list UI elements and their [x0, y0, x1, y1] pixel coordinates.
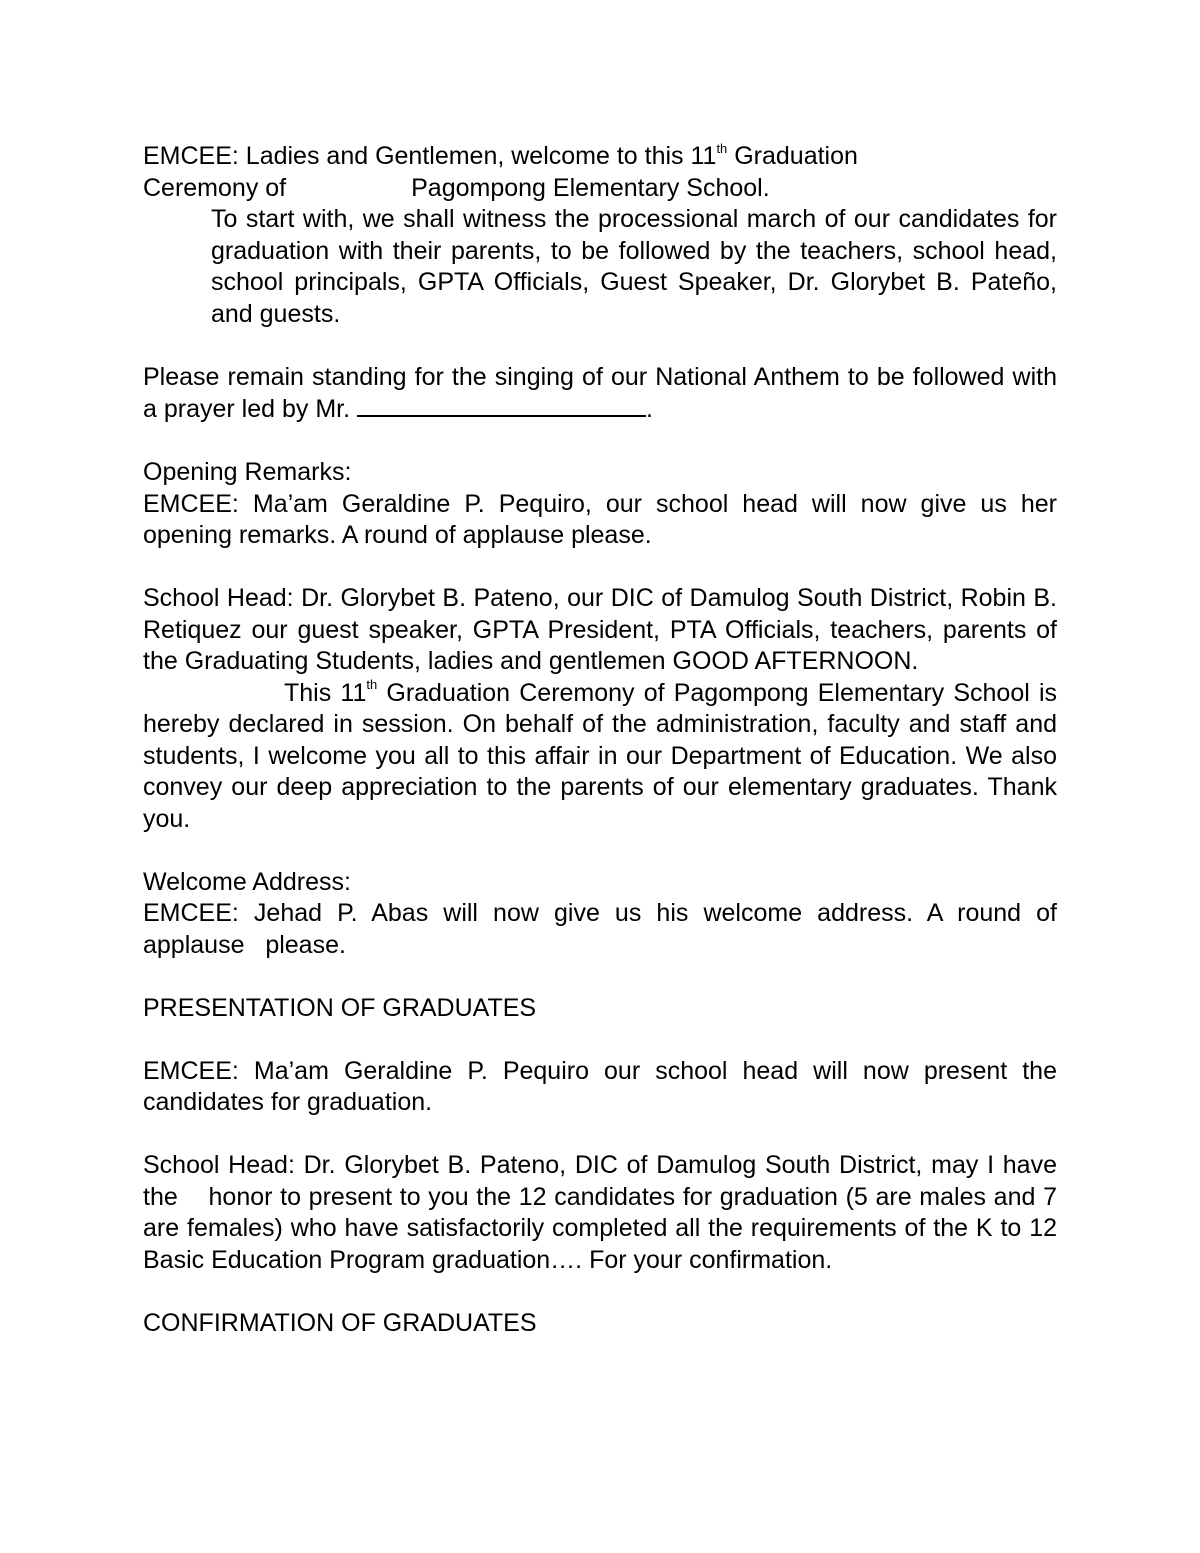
anthem-text-end: . — [645, 395, 653, 423]
ordinal-suffix: th — [716, 140, 728, 156]
school-head-greeting: School Head: Dr. Glorybet B. Pateno, our DIC of Damulog South District, Robin B. Retiquez our guest speaker, GPTA President, PTA Officials, teachers, parents of the Graduating Students, ladies and gentlemen GOOD AFTERNOON. — [143, 584, 1078, 675]
school-head-declaration — [143, 677, 1113, 836]
document-page — [143, 140, 1113, 1339]
welcome-address-heading: Welcome Address: — [143, 867, 351, 896]
prayer-leader-blank — [357, 393, 646, 417]
opening-remarks-heading: Opening Remarks: — [143, 458, 352, 486]
opening-remarks-emcee: EMCEE: Ma’am Geraldine P. Pequiro, our school head will now give us her opening remarks. A round of applause please. — [143, 489, 1057, 549]
welcome-address-emcee: EMCEE: Jehad P. Abas will now give us his welcome address. A round of applause please. — [143, 899, 1064, 959]
emcee-welcome-line2-start: Ceremony of — [143, 173, 287, 202]
emcee-welcome-line1-end: Graduation — [727, 142, 858, 170]
school-name: Pagompong Elementary School. — [411, 173, 770, 202]
anthem-text: Please remain standing for the singing of our National Anthem to be followed with a prayer led by Mr. — [143, 362, 1057, 423]
declaration-start: This 11 — [284, 678, 367, 707]
anthem-paragraph — [143, 362, 1057, 426]
declaration-rest: Graduation Ceremony of Pagompong Elementary School is hereby declared in session. On behalf of the administration, faculty and staff and students, I welcome you all to this affair in our Department of Education. We also convey our deep appreciation to the parents of our elementary graduates. Thank you. — [143, 678, 1113, 833]
emcee-welcome-line1: EMCEE: Ladies and Gentlemen, welcome to this 11 — [143, 142, 717, 170]
confirmation-heading: CONFIRMATION OF GRADUATES — [143, 1308, 537, 1337]
presentation-school-head: School Head: Dr. Glorybet B. Pateno, DIC of Damulog South District, may I have the honor to present to you the 12 candidates for graduation (5 are males and 7 are females) who have satisfactorily completed all the requirements of the K to 12 Basic Education Program graduation…. For your confirmation. — [143, 1151, 1071, 1274]
processional-paragraph: To start with, we shall witness the processional march of our candidates for graduation with their parents, to be followed by the teachers, school head, school principals, GPTA Officials, Guest Speaker, Dr. Glorybet B. Pateño, and guests. — [211, 205, 1057, 328]
presentation-emcee: EMCEE: Ma’am Geraldine P. Pequiro our school head will now present the candidates for graduation. — [143, 1056, 1057, 1116]
emcee-welcome-paragraph — [143, 141, 1057, 204]
presentation-heading: PRESENTATION OF GRADUATES — [143, 993, 537, 1022]
ordinal-suffix-2: th — [366, 677, 378, 693]
